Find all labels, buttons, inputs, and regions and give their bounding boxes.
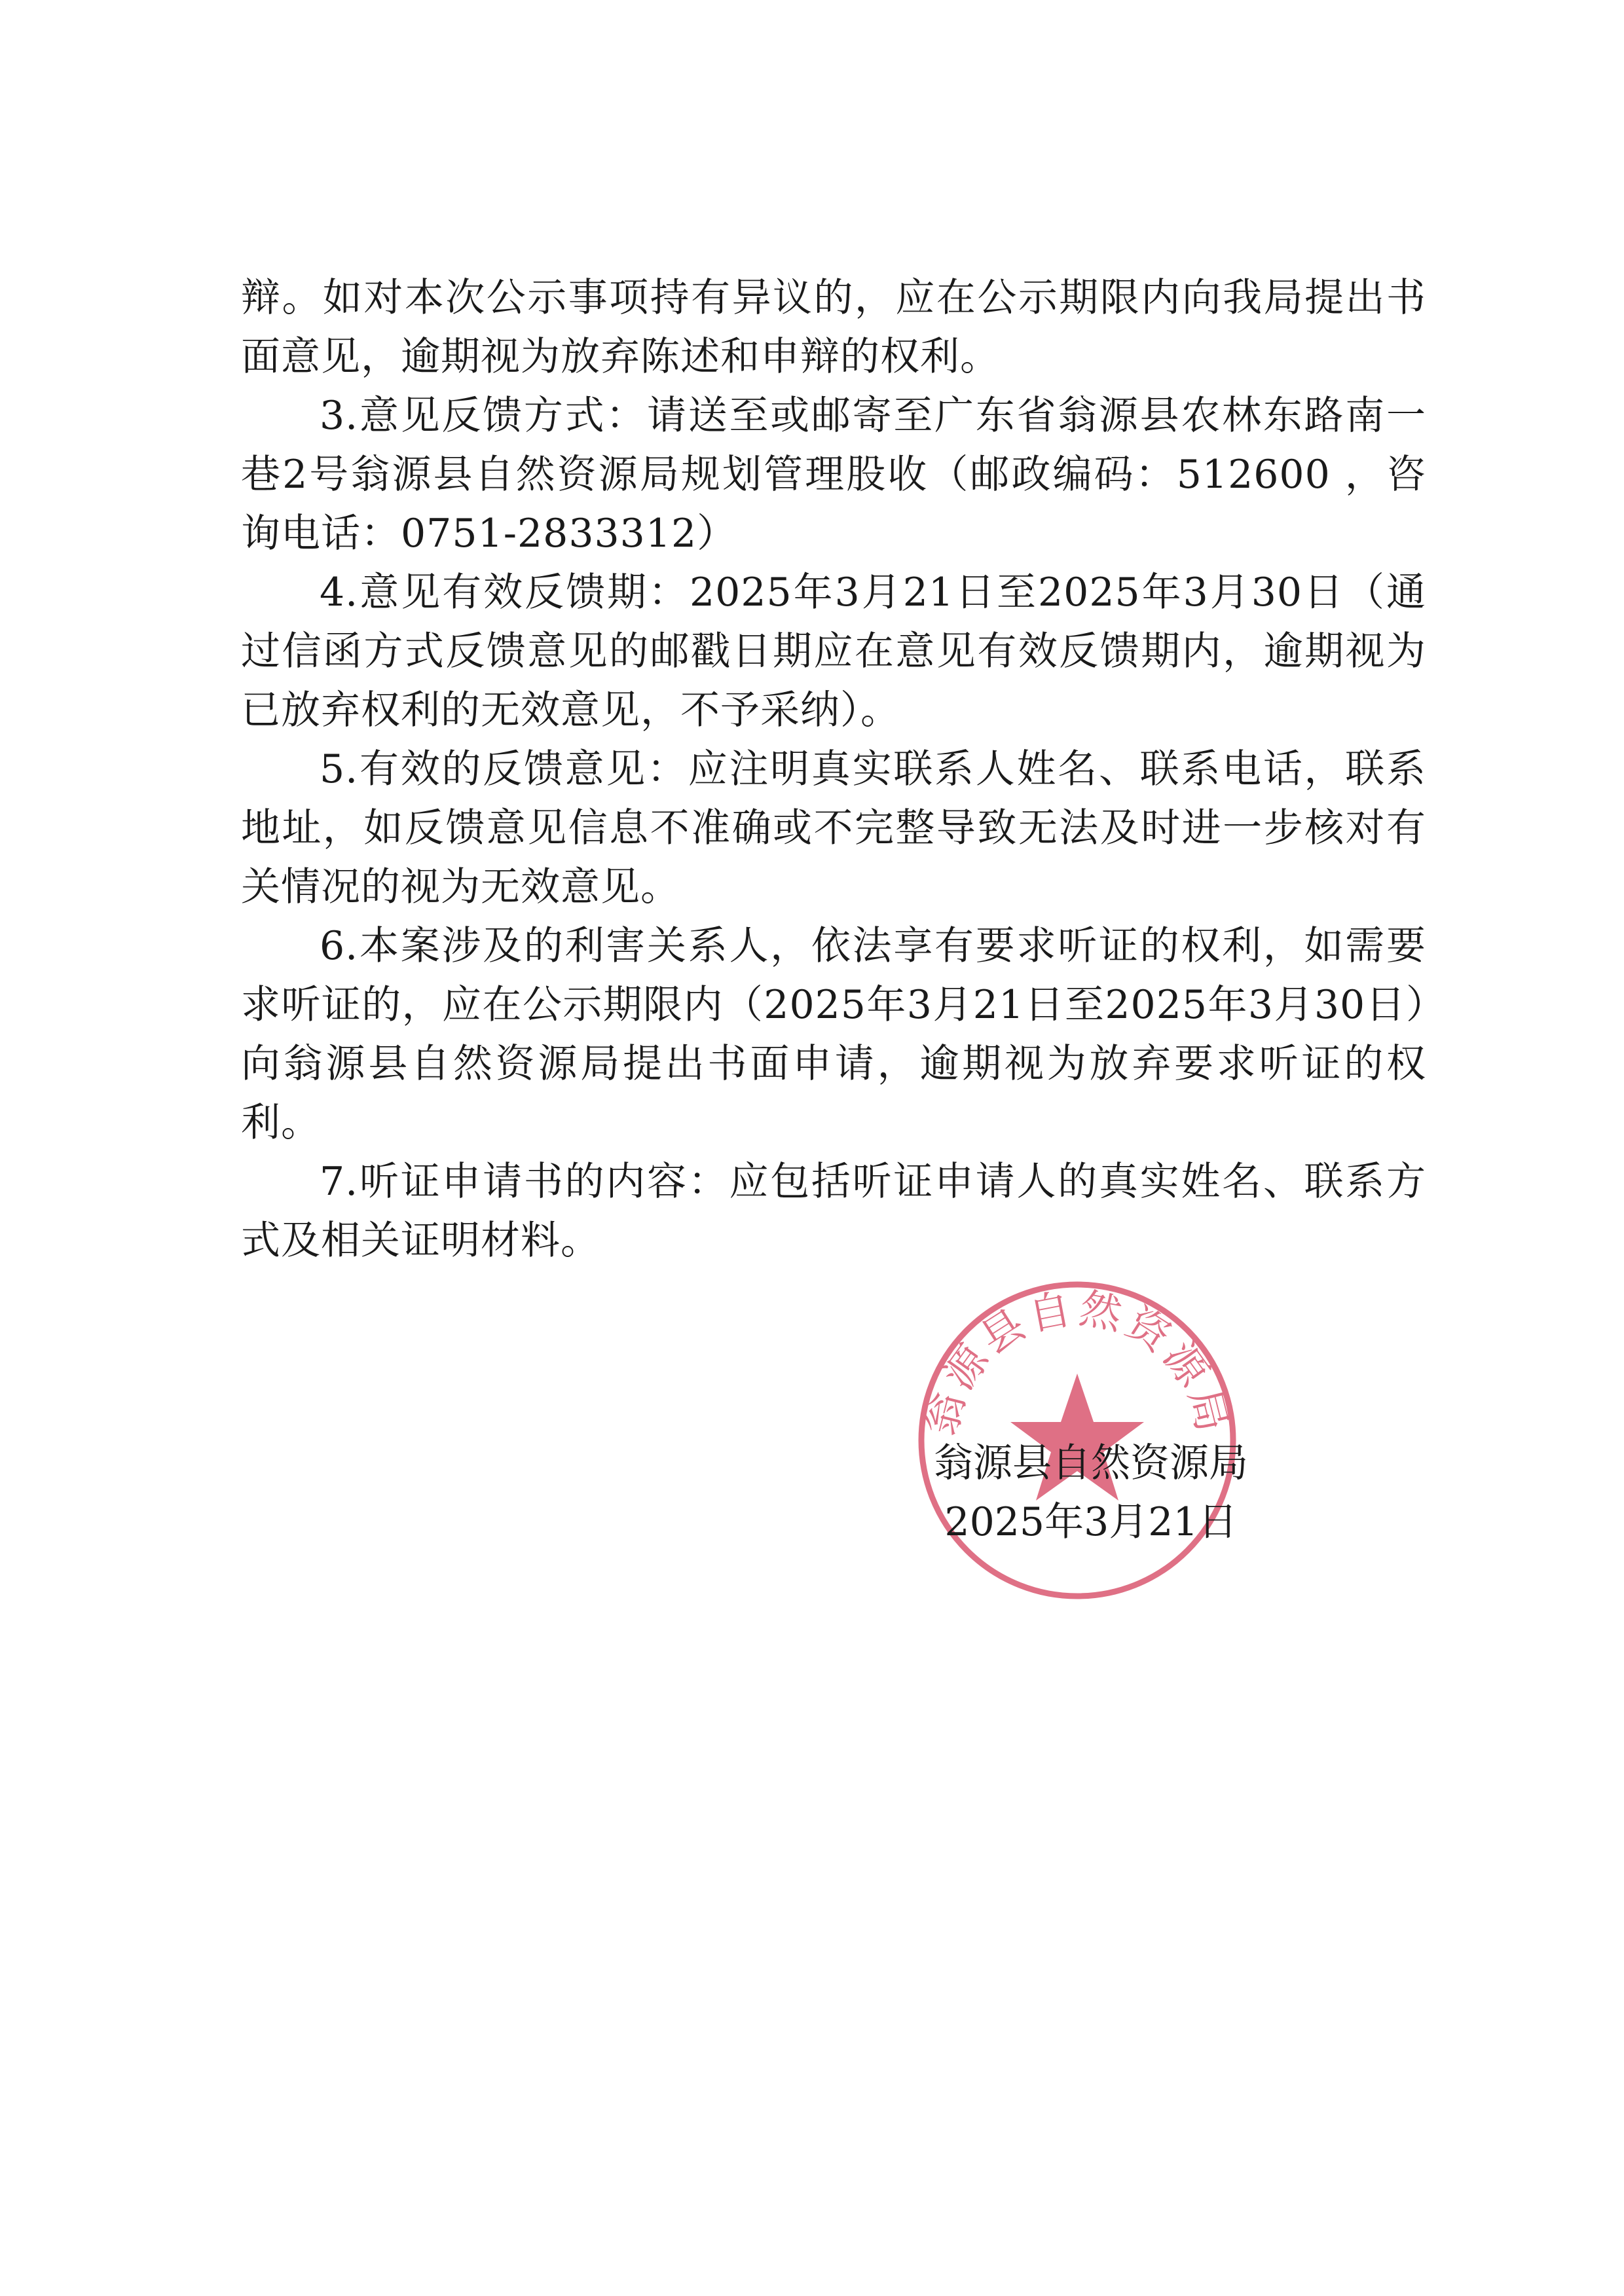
signature-date: 2025年3月21日: [944, 1499, 1238, 1545]
document-body: [241, 268, 1426, 1270]
paragraph-feedback-method: 3.意见反馈方式：请送至或邮寄至广东省翁源县农林东路南一巷2号翁源县自然资源局规划管理股收（邮政编码：512600 ，咨询电话：0751-2833312）: [241, 393, 1426, 556]
paragraph-feedback-period: 4.意见有效反馈期：2025年3月21日至2025年3月30日（通过信函方式反馈意见的邮戳日期应在意见有效反馈期内，逾期视为已放弃权利的无效意见，不予采纳）。: [241, 570, 1426, 733]
paragraph-hearing-application: 7.听证申请书的内容：应包括听证申请人的真实姓名、联系方式及相关证明材料。: [241, 1159, 1426, 1264]
signature-block: [908, 1434, 1274, 1552]
paragraph-hearing-right: 6.本案涉及的利害关系人，依法享有要求听证的权利，如需要求听证的，应在公示期限内（2025年3月21日至2025年3月30日）向翁源县自然资源局提出书面申请，逾期视为放弃要求听证的权利。: [241, 923, 1426, 1146]
paragraph-objection-continued: 辩。如对本次公示事项持有异议的，应在公示期限内向我局提出书面意见，逾期视为放弃陈述和申辩的权利。: [241, 275, 1426, 380]
seal-text: 翁源县自然资源局: [917, 1284, 1238, 1440]
paragraph-valid-feedback: 5.有效的反馈意见：应注明真实联系人姓名、联系电话，联系地址，如反馈意见信息不准确或不完整导致无法及时进一步核对有关情况的视为无效意见。: [241, 746, 1426, 910]
signature-organization: 翁源县自然资源局: [934, 1440, 1248, 1486]
